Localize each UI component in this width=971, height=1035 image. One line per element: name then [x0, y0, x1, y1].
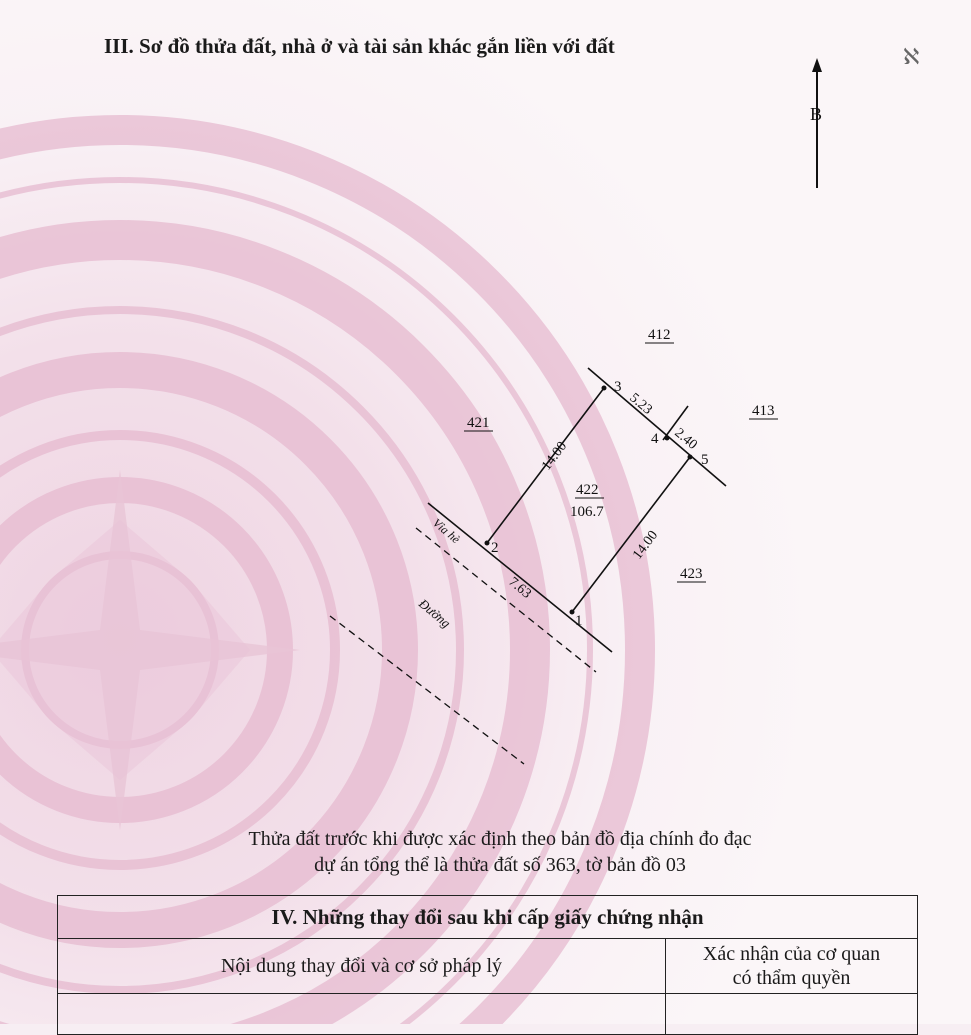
sidewalk-label: Vỉa hè — [430, 515, 463, 547]
point-2: 2 — [491, 540, 499, 556]
edge-3-4: 5.23 — [626, 390, 655, 418]
authority-line-1: Xác nhận của cơ quan — [702, 943, 881, 965]
neighbor-412: 412 — [648, 327, 671, 343]
column-change-content: Nội dung thay đổi và cơ sở pháp lý — [58, 939, 666, 994]
edge-1-5: 14.00 — [630, 528, 662, 563]
point-5: 5 — [701, 452, 709, 468]
note-line-1: Thửa đất trước khi được xác định theo bản đồ địa chính đo đạc — [248, 828, 752, 850]
neighbor-parcels — [464, 327, 778, 582]
confirmation-cell[interactable] — [666, 994, 918, 1035]
section-3-title: III. Sơ đồ thửa đất, nhà ở và tài sản khác gắn liền với đất — [104, 34, 615, 58]
changes-table — [57, 895, 918, 1035]
neighbor-423: 423 — [680, 566, 703, 582]
north-arrow — [810, 58, 822, 188]
road-lines — [330, 528, 596, 764]
section-4-title: IV. Những thay đổi sau khi cấp giấy chứng nhận — [58, 896, 918, 939]
edge-2-3: 14.00 — [539, 439, 571, 474]
change-content-cell[interactable] — [58, 994, 666, 1035]
point-3: 3 — [614, 379, 622, 395]
corner-mark: ℵ — [903, 45, 920, 70]
parcel-area: 106.7 — [570, 504, 604, 520]
authority-line-2: có thẩm quyền — [732, 967, 851, 989]
column-authority-confirmation — [666, 939, 918, 994]
road-label: Đường — [416, 595, 454, 631]
note-line-2: dự án tổng thể là thửa đất số 363, tờ bản đồ 03 — [314, 854, 686, 876]
edge-4-5: 2.40 — [671, 425, 700, 453]
edge-1-2: 7.63 — [505, 574, 534, 602]
north-label: B — [810, 104, 823, 124]
neighbor-421: 421 — [467, 415, 490, 431]
parcel-number: 422 — [576, 482, 599, 498]
point-1: 1 — [575, 613, 583, 629]
parcel-origin-note — [140, 826, 860, 878]
point-4: 4 — [651, 431, 659, 447]
neighbor-413: 413 — [752, 403, 775, 419]
